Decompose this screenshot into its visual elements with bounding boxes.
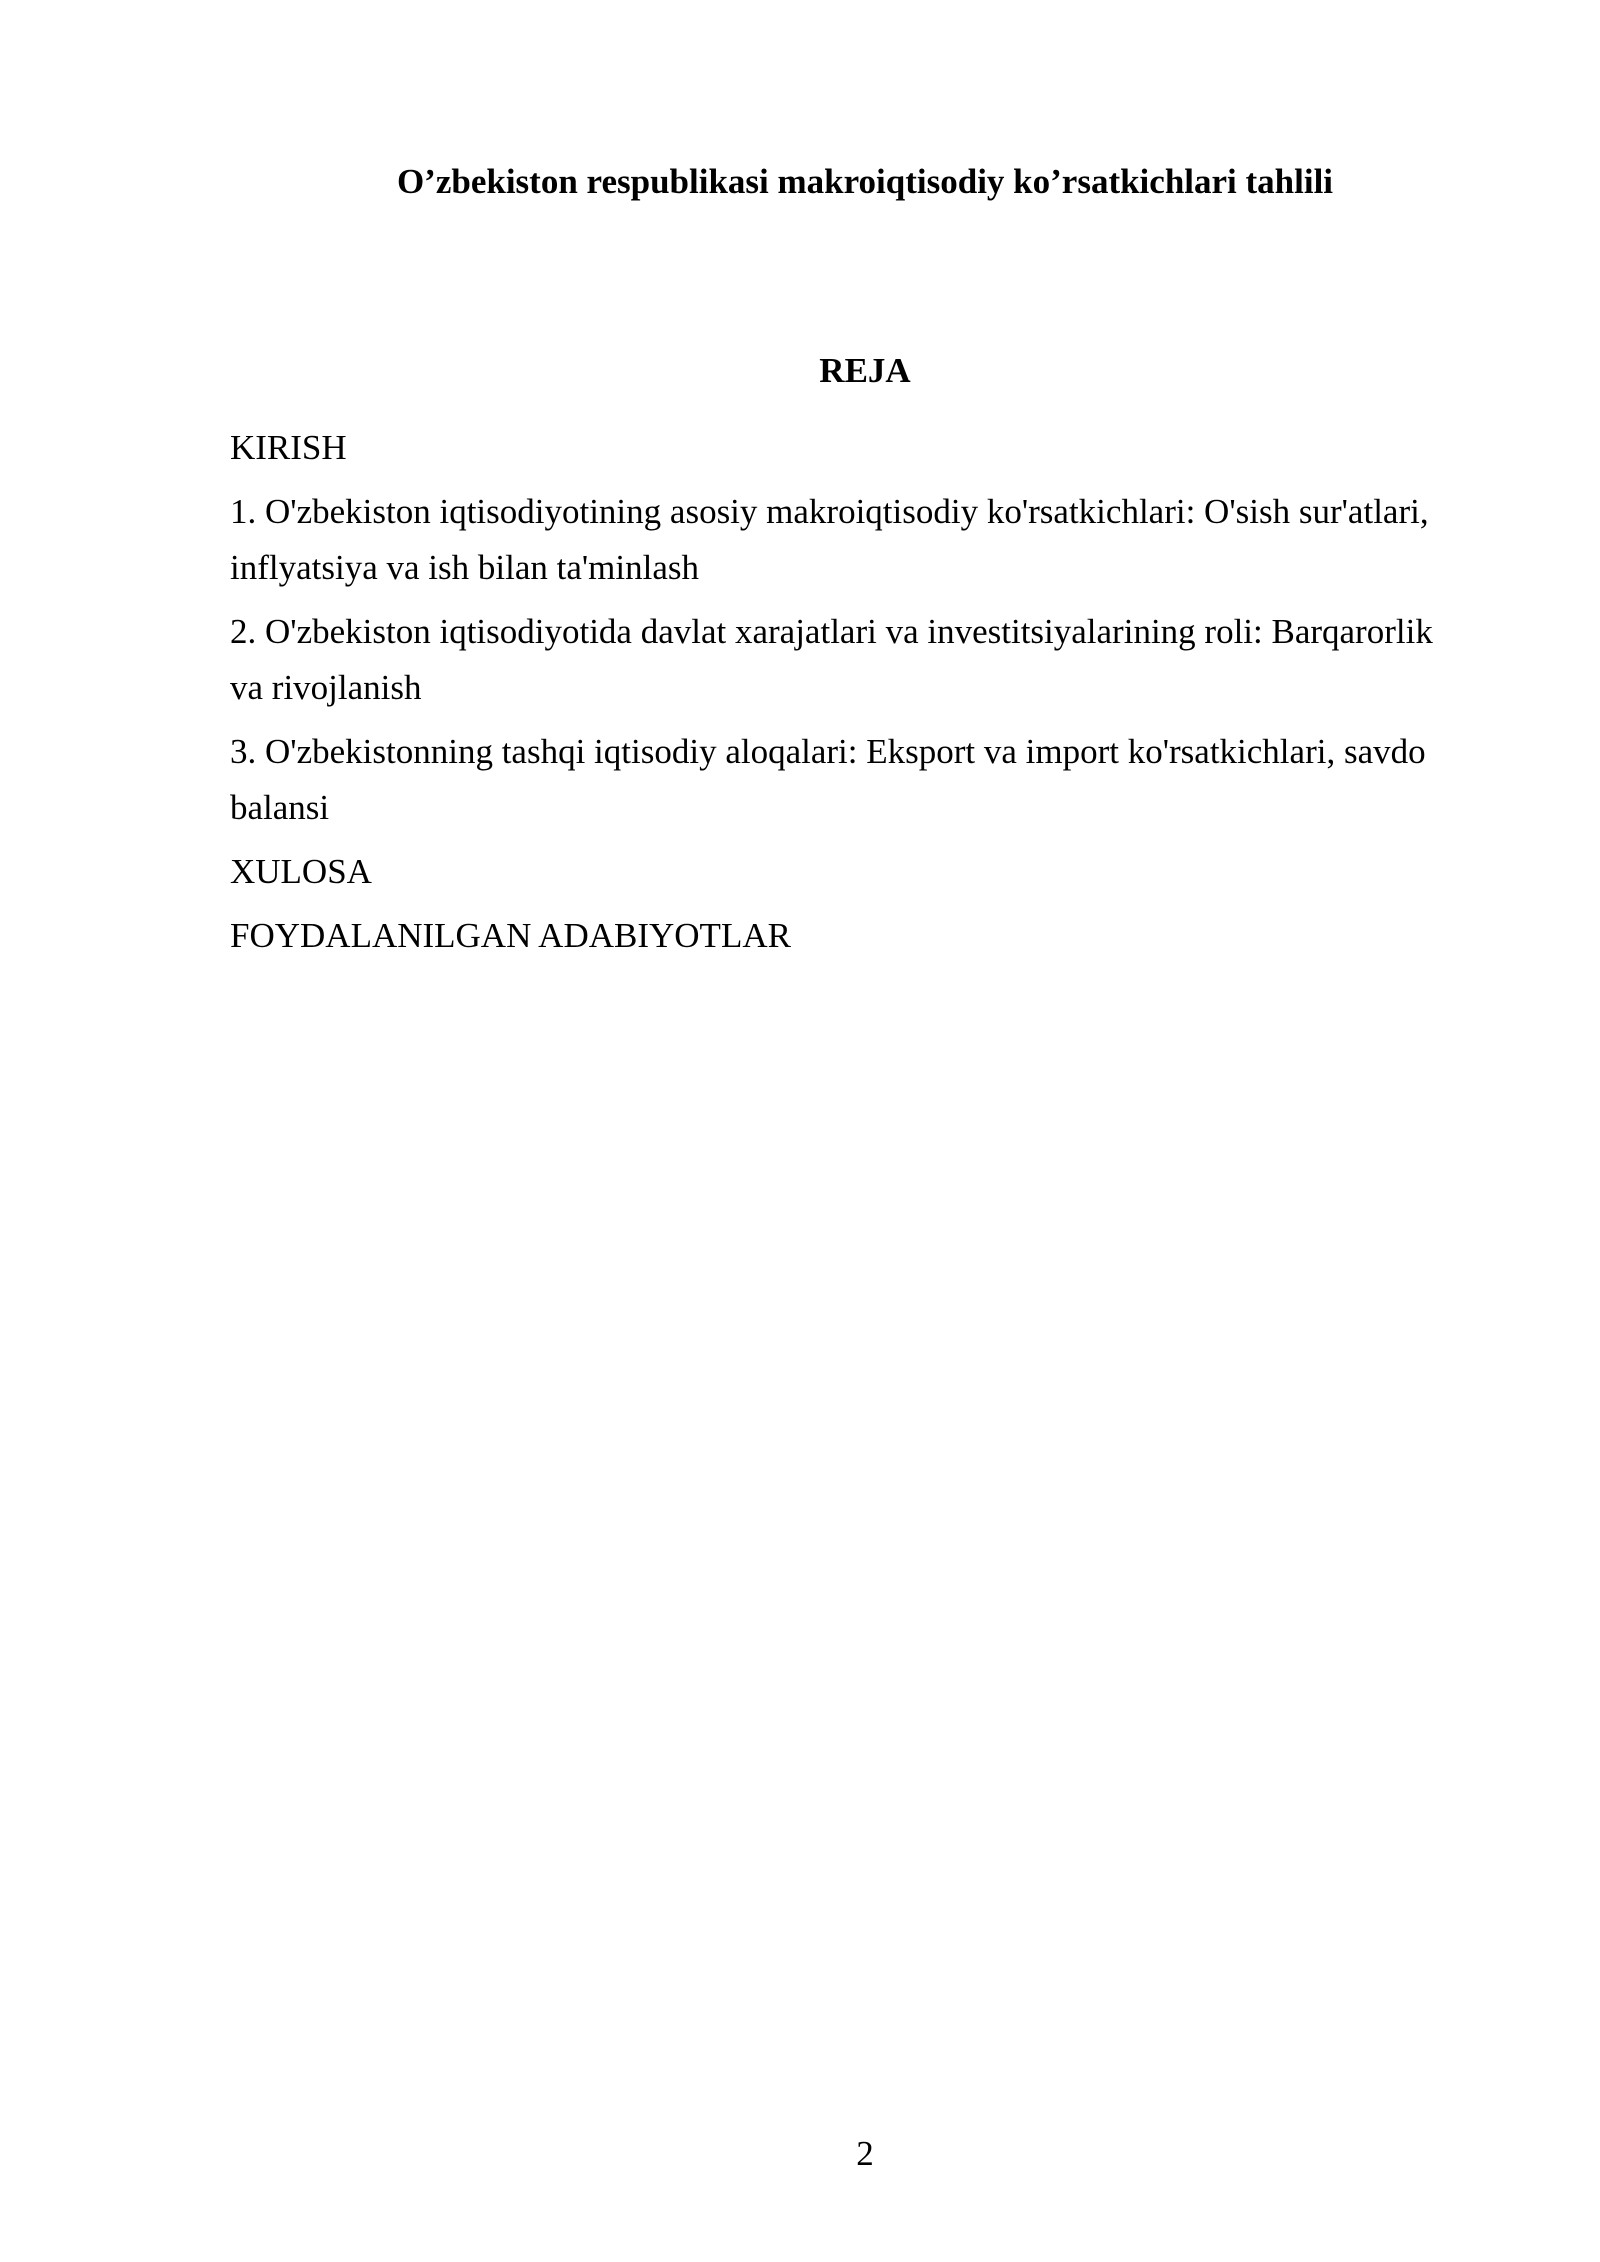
- plan-item-references: FOYDALANILGAN ADABIYOTLAR: [230, 916, 791, 955]
- plan-heading: REJA: [819, 351, 911, 390]
- plan-item-introduction: KIRISH: [230, 428, 347, 467]
- page-number: 2: [856, 2134, 874, 2173]
- plan-item-1: 1. O'zbekiston iqtisodiyotining asosiy makroiqtisodiy ko'rsatkichlari: O'sish sur'atlari, inflyatsiya va ish bilan ta'minlash: [230, 492, 1429, 587]
- plan-item-conclusion: XULOSA: [230, 852, 372, 891]
- plan-item-2: 2. O'zbekiston iqtisodiyotida davlat xarajatlari va investitsiyalarining roli: Barqarorlik va rivojlanish: [230, 612, 1433, 707]
- plan-list: [230, 420, 1460, 972]
- plan-item-3: 3. O'zbekistonning tashqi iqtisodiy aloqalari: Eksport va import ko'rsatkichlari, savdo balansi: [230, 732, 1426, 827]
- document-title: O’zbekiston respublikasi makroiqtisodiy ko’rsatkichlari tahlili: [396, 162, 1334, 201]
